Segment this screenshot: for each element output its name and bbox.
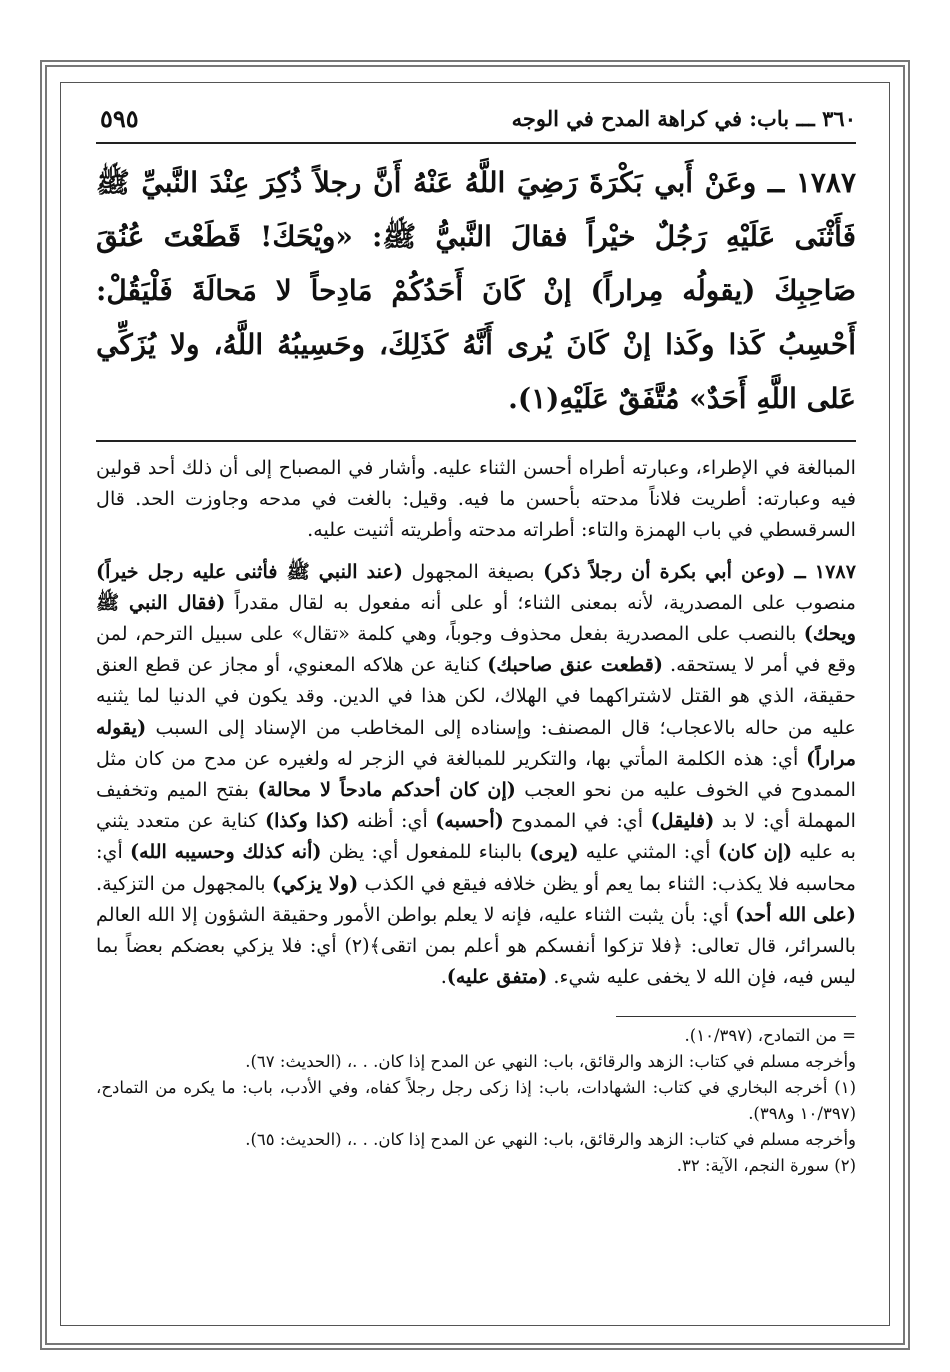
explanation-text: بالمجهول من التزكية. (96, 871, 272, 895)
explanation-text: كناية عن هلاكه المعنوي، أو مجاز عن قطع العنق حقيقة، الذي هو القتل لاشتراكهما في الهلاك، لكن هذا في الدين. وقد يكون في الدنيا لما يثنيه عليه من حاله بالاعجاب؛ قال المصنف: وإسناده إلى المخاطب من الإسناد إلى السبب (96, 653, 856, 739)
hadith-text-block (96, 156, 856, 426)
quoted-text: (إن كان) (717, 840, 793, 864)
explanation-text: أي: المثني عليه (578, 840, 718, 864)
quoted-text: (أنه كذلك وحسيبه الله) (129, 840, 322, 864)
quoted-text: ١٧٨٧ ــ (وعن أبي بكرة أن رجلاً ذكر) (543, 559, 857, 583)
quoted-text: (يقوله مراراً) (96, 715, 856, 770)
explanation-text: كناية عن متعدد يثني به عليه (96, 809, 856, 864)
quoted-text: (متفق عليه) (446, 965, 548, 989)
quoted-text: (أحسبه) (435, 809, 504, 833)
section-divider (96, 440, 856, 442)
explanation-text: بصيغة المجهول (403, 559, 544, 583)
quoted-text: (فقال النبي ﷺ ويحك) (96, 590, 856, 646)
explanation-text: أي: محاسبه فلا يكذب: الثناء بما يعم أو يظن خلافه فيقع في الكذب (96, 840, 856, 895)
page-content (96, 96, 856, 1306)
hadith-text: ١٧٨٧ ــ وعَنْ أَبي بَكْرَةَ رَضِيَ اللَّهُ عَنْهُ أَنَّ رجلاً ذُكِرَ عِنْدَ النَّبيِّ ﷺ فَأَثْنَى عَلَيْهِ رَجُلٌ خيْراً فقالَ النَّبيُّ ﷺ: «ويْحَكَ! قَطَعْتَ عُنُقَ صَاحِبِكَ (يقولُه مِراراً) إنْ كَانَ أَحَدُكُمْ مَادِحاً لا مَحالَةَ فَلْيَقُلْ: أَحْسِبُ كَذا وكَذا إنْ كَانَ يُرى أَنَّهُ كَذَلِكَ، وحَسِيبُهُ اللَّهُ، ولا يُزَكِّي عَلى اللَّهِ أَحَدٌ» مُتَّفَقٌ عَلَيْهِ(١). (96, 166, 856, 415)
explanation-text: بفتح الميم وتخفيف المهملة أي: لا بد (96, 778, 856, 833)
commentary-block (96, 452, 856, 992)
explanation-text: . (440, 965, 447, 989)
explanation-text: أي: هذه الكلمة المأتي بها، والتكرير للمبالغة في الزجر له ولغيره عن مدح من كان مثل الممدوح في الخوف عليه من نحو العجب (96, 746, 857, 802)
footnote: وأخرجه مسلم في كتاب: الزهد والرقائق، باب: النهي عن المدح إذا كان. . .، (الحديث: ٦٧). (245, 1052, 856, 1072)
quoted-text: (كذا وكذا) (265, 809, 350, 833)
quoted-text: (إن كان أحدكم مادحاً لا محالة) (257, 778, 516, 802)
quoted-text: (فليقل) (650, 809, 715, 833)
footnote: وأخرجه مسلم في كتاب: الزهد والرقائق، باب: النهي عن المدح إذا كان. . .، (الحديث: ٦٥). (245, 1130, 856, 1150)
quoted-text: (على الله أحد) (735, 902, 857, 926)
commentary-paragraph (96, 556, 856, 993)
quoted-text: (قطعت عنق صاحبك) (487, 653, 663, 677)
explanation-text: أي: أظنه (349, 809, 436, 833)
page-number: ٥٩٥ (100, 104, 139, 133)
running-head: ٣٦٠ ـــ باب: في كراهة المدح في الوجه (511, 106, 856, 131)
explanation-text: أي: بأن يثبت الثناء عليه، فإنه لا يعلم بواطن الأمور وحقيقة الشؤون إلا الله العالم بالسرائر، قال تعالى: ﴿فلا تزكوا أنفسكم هو أعلم بمن اتقى﴾(٢) أي: فلا يزكي بعضكم بعضاً بما ليس فيه، فإن الله لا يخفى عليه شيء. (96, 902, 856, 989)
footnotes-block (96, 1023, 856, 1179)
footnote: (٢) سورة النجم، الآية: ٣٢. (676, 1156, 856, 1176)
quoted-text: (عند النبي ﷺ فأثنى عليه رجل خيراً) (96, 559, 404, 583)
footnote-divider (616, 1016, 856, 1017)
footnote: (١) أخرجه البخاري في كتاب: الشهادات، باب: إذا زكى رجل رجلاً كفاه، وفي الأدب، باب: ما يكره من التمادح، (١٠/٣٩٧ و٣٩٨). (96, 1078, 856, 1124)
explanation-text: أي: في الممدوح (503, 809, 651, 833)
explanation-text: منصوب على المصدرية، لأنه بمعنى الثناء؛ أو على أنه مفعول به لقال مقدراً (225, 590, 856, 614)
page-header (96, 96, 856, 144)
quoted-text: (يرى) (529, 840, 579, 864)
quoted-text: (ولا يزكي) (271, 871, 359, 895)
commentary-intro: المبالغة في الإطراء، وعبارته أطراه أحسن الثناء عليه. وأشار في المصباح إلى أن ذلك أحد قولين فيه وعبارته: أطريت فلاناً مدحته بأحسن ما فيه. وقيل: بالغت في مدحه وجاوزت الحد. قال السرقسطي في باب الهمزة والتاء: أطراته مدحته وأطريته أثنيت عليه. (96, 456, 856, 542)
explanation-text: بالبناء للمفعول أي: يظن (321, 840, 530, 864)
explanation-text: بالنصب على المصدرية بفعل محذوف وجوباً، وهي كلمة «تقال» على سبيل الترحم، لمن وقع في أمر لا يستحقه. (96, 622, 856, 677)
footnote: = من التمادح، (١٠/٣٩٧). (684, 1026, 856, 1046)
